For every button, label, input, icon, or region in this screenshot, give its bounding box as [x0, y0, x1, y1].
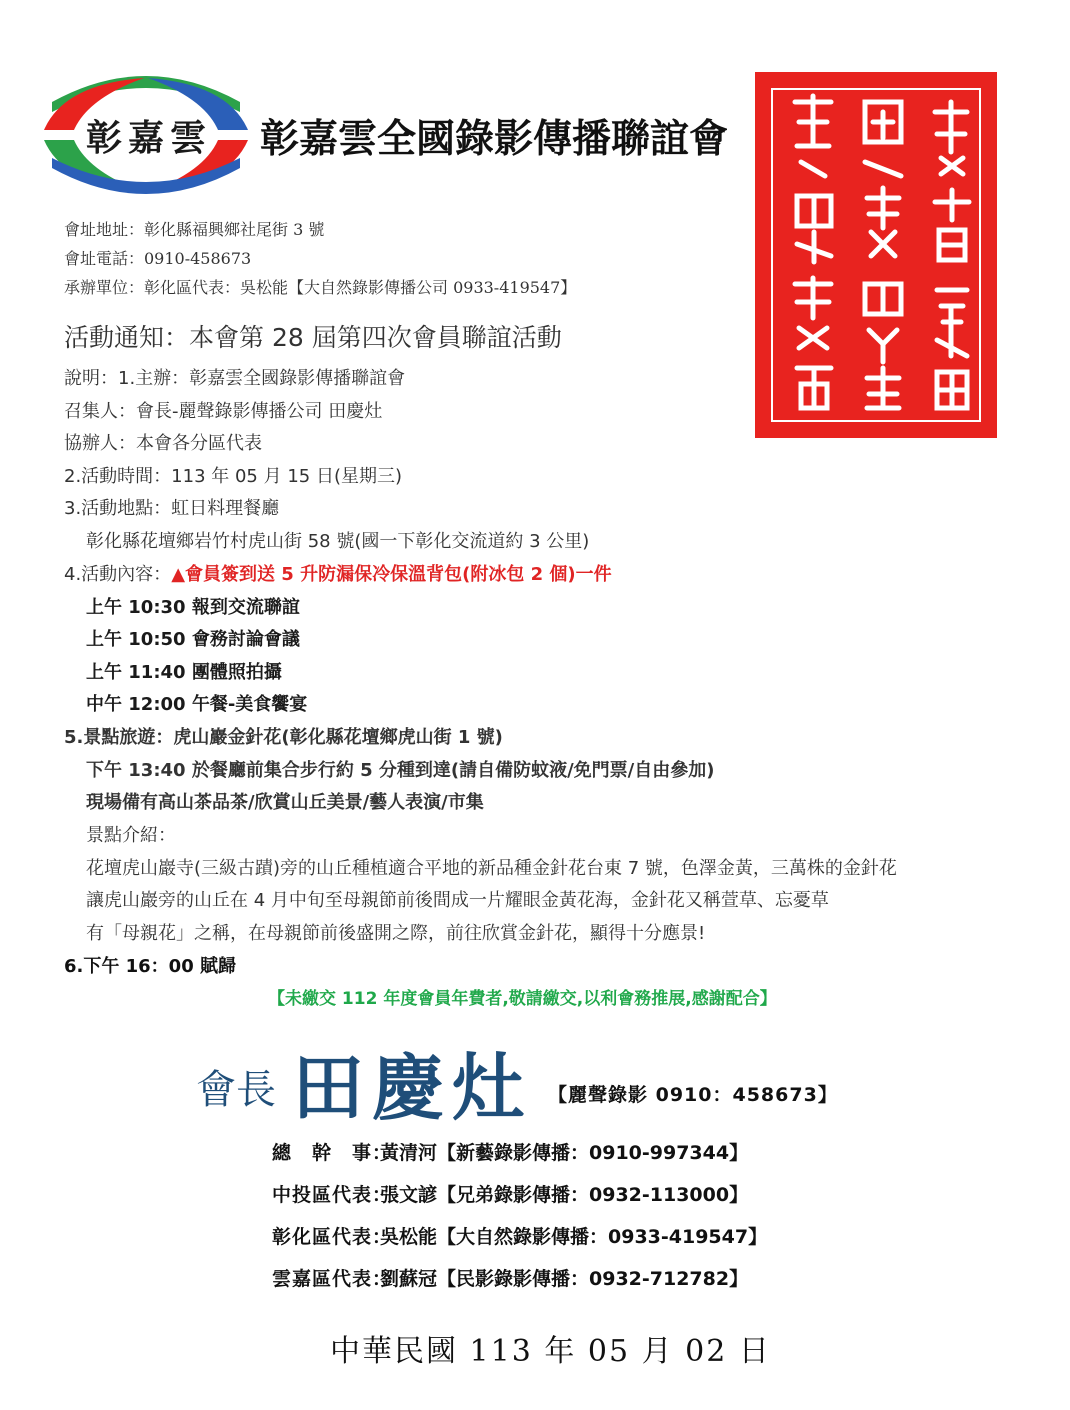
- officer-label: 中投區代表：: [272, 1184, 393, 1206]
- phone-line: 會址電話：0910-458673: [64, 249, 252, 268]
- content-label: 4.活動內容：: [64, 564, 172, 585]
- officer-row: [272, 1180, 748, 1207]
- tour-meetup: 下午 13:40 於餐廳前集合步行約 5 分種到達(請自備防蚊液/免門票/自由參加): [86, 760, 715, 781]
- seal-characters: [755, 72, 997, 438]
- host-line: 說明：1.主辦：彰嘉雲全國錄影傳播聯誼會: [64, 368, 406, 389]
- tour-title: 5.景點旅遊：虎山巖金針花(彰化縣花壇鄉虎山街 1 號): [64, 727, 503, 748]
- convener-line: 召集人：會長-麗聲錄影傳播公司 田慶灶: [64, 401, 383, 422]
- return-line: 6.下午 16：00 賦歸: [64, 956, 236, 977]
- officer-value: 吳松能【大自然錄影傳播：0933-419547】: [380, 1226, 768, 1248]
- schedule-item: 上午 11:40 團體照拍攝: [86, 662, 282, 683]
- event-address-line: 彰化縣花壇鄉岩竹村虎山街 58 號(國一下彰化交流道約 3 公里): [86, 531, 590, 552]
- document-date: 中華民國 113 年 05 月 02 日: [330, 1334, 771, 1369]
- notice-title: 活動通知：本會第 28 屆第四次會員聯誼活動: [64, 323, 562, 352]
- organization-name: 彰嘉雲全國錄影傳播聯誼會: [260, 117, 729, 162]
- officer-label: 總 幹 事：: [272, 1142, 393, 1164]
- event-time-line: 2.活動時間：113 年 05 月 15 日(星期三): [64, 466, 402, 487]
- president-contact: 【麗聲錄影 0910：458673】: [548, 1084, 838, 1106]
- intro-line: 有「母親花」之稱，在母親節前後盛開之際，前往欣賞金針花，顯得十分應景!: [86, 923, 706, 944]
- association-seal: [755, 72, 997, 438]
- co-organizer-line: 協辦人：本會各分區代表: [64, 433, 262, 454]
- intro-line: 讓虎山巖旁的山丘在 4 月中旬至母親節前後間成一片耀眼金黃花海，金針花又稱萱草、忘憂草: [86, 890, 829, 911]
- intro-label: 景點介紹：: [86, 825, 176, 846]
- address-line: 會址地址：彰化縣福興鄉社尾街 3 號: [64, 220, 325, 239]
- tour-activities: 現場備有高山茶品茶/欣賞山丘美景/藝人表演/市集: [86, 792, 484, 813]
- officer-row: [272, 1222, 767, 1249]
- logo: [44, 72, 248, 198]
- logo-text: 彰嘉雲: [85, 117, 212, 159]
- officer-label: 雲嘉區代表：: [272, 1268, 393, 1290]
- president-name: 田慶灶: [292, 1045, 533, 1130]
- content-line: [64, 560, 612, 586]
- officer-label: 彰化區代表：: [272, 1226, 393, 1248]
- president-title: 會長: [196, 1067, 276, 1113]
- schedule-item: 中午 12:00 午餐-美食饗宴: [86, 694, 308, 715]
- event-place-line: 3.活動地點：虹日料理餐廳: [64, 498, 280, 519]
- officer-value: 黃清河【新藝錄影傳播：0910-997344】: [380, 1142, 749, 1164]
- schedule-item: 上午 10:50 會務討論會議: [86, 629, 300, 650]
- intro-line: 花壇虎山巖寺(三級古蹟)旁的山丘種植適合平地的新品種金針花台東 7 號，色澤金黃，三萬株的金針花: [86, 858, 897, 879]
- gift-notice: ▲會員簽到送 5 升防漏保冷保溫背包(附冰包 2 個)一件: [171, 564, 612, 585]
- schedule-item: 上午 10:30 報到交流聯誼: [86, 597, 300, 618]
- officer-row: [272, 1138, 748, 1165]
- fee-notice: 【未繳交 112 年度會員年費者,敬請繳交,以利會務推展,感謝配合】: [268, 989, 777, 1009]
- officer-row: [272, 1264, 748, 1291]
- officer-value: 劉蘇冠【民影錄影傳播：0932-712782】: [380, 1268, 749, 1290]
- officer-value: 張文諺【兄弟錄影傳播：0932-113000】: [380, 1184, 749, 1206]
- organizer-line: 承辦單位：彰化區代表：吳松能【大自然錄影傳播公司 0933-419547】: [64, 278, 577, 297]
